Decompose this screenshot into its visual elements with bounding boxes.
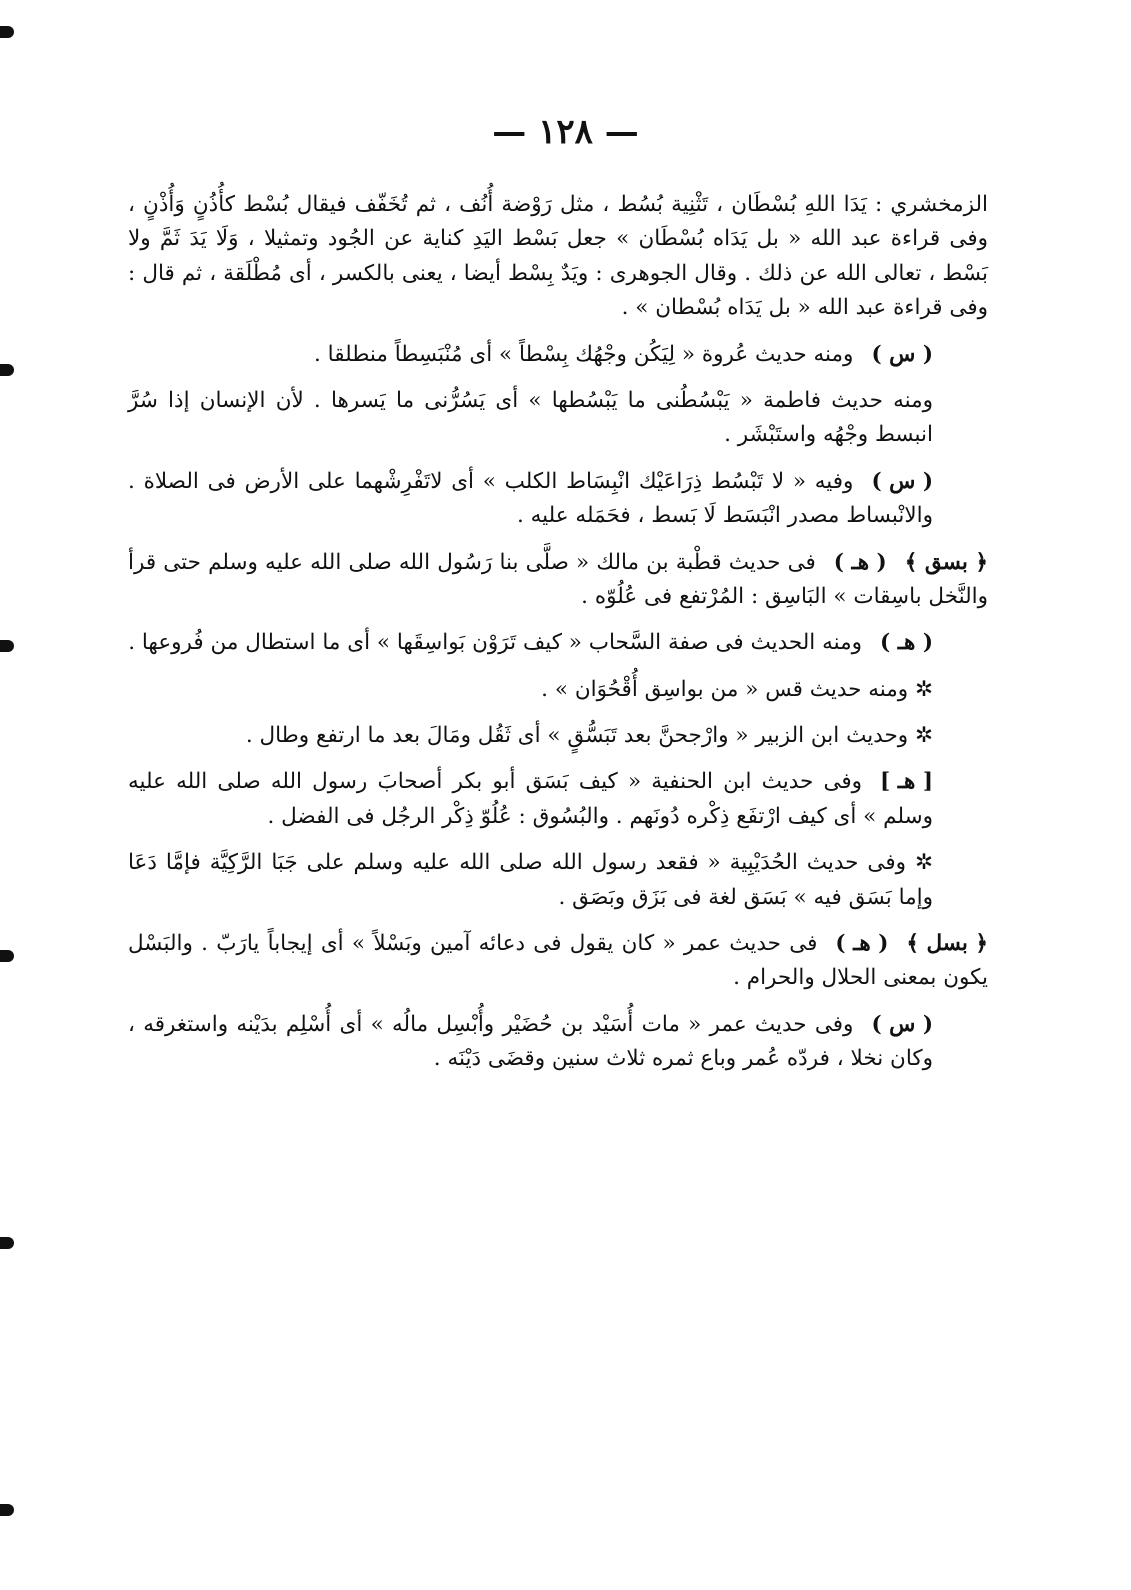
edge-mark [0, 640, 14, 652]
source-marker: [ هـ ] [880, 769, 933, 795]
source-marker: ( س ) [871, 1011, 933, 1037]
paragraph-entry-basaqa: ﴿ بسق ﴾( هـ )فى حديث قطْبة بن مالك « صلَّى بنا رَسُول الله صلى الله عليه وسلم حتى قرأ والنَّخل باسِقات » البَاسِق : المُرْتفع فى عُلُوّه . [128, 546, 988, 615]
paragraph-hadith: ✲ ومنه حديث قس « من بواسِق أُقْحُوَان » . [541, 676, 933, 702]
page-number: — ١٢٨ — [492, 112, 639, 152]
edge-mark [0, 364, 14, 376]
edge-mark [0, 1504, 14, 1516]
paragraph-hadith: ( هـ )ومنه الحديث فى صفة السَّحاب « كيف تَرَوْن بَواسِقَها » أى ما استطال من فُروعها . [128, 626, 988, 660]
main-text [128, 188, 988, 1089]
source-marker: ( هـ ) [835, 931, 889, 957]
paragraph-zamakhshari: الزمخشري : يَدَا اللهِ بُسْطَان ، تَثْنِية بُسُط ، مثل رَوْضة أُنُف ، ثم تُخَفّف فيقال بُسْط كأُذُنٍ وَأُذْنٍ ، وفى قراءة عبد الله « بل يَدَاه بُسْطَان » جعل بَسْط اليَدِ كناية عن الجُود وتمثيلا ، وَلَا يَدَ ثَمَّ ولا بَسْط ، تعالى الله عن ذلك . وقال الجوهرى : ويَدٌ بِسْط أيضا ، يعنى بالكسر ، أى مُطْلَقة ، ثم قال : وفى قراءة عبد الله « بل يَدَاه بُسْطان » . [128, 192, 988, 321]
paragraph-hadith: ✲ وحديث ابن الزبير « وارْجحنَّ بعد تَبَسُّقٍ » أى ثَقُل ومَالَ بعد ما ارتفع وطال . [245, 723, 933, 749]
paragraph-hadith: ( س )ومنه حديث عُروة « لِيَكُن وجْهُك بِسْطاً » أى مُنْبَسِطاً منطلقا . [128, 338, 988, 372]
paragraph-hadith: ( س )وفى حديث عمر « مات أُسَيْد بن حُضَيْر وأُبْسِل مالُه » أى أُسْلِم بدَيْنه واستغرقه ، وكان نخلا ، فردّه عُمر وباع ثمره ثلاث سنين وقضَى دَيْنَه . [128, 1008, 988, 1077]
source-marker: ( هـ ) [833, 549, 887, 575]
paragraph-entry-basala: ﴿ بسل ﴾( هـ )فى حديث عمر « كان يقول فى دعائه آمين وبَسْلاً » أى إيجاباً يارَبّ . والبَسْل يكون بمعنى الحلال والحرام . [128, 927, 988, 996]
paragraph-hadith: ( س )وفيه « لا تَبْسُط ذِرَاعَيْك انْبِسَاط الكلب » أى لاتَفْرِشْهما على الأرض فى الصلاة . والانْبساط مصدر انْبَسَط لَا بَسط ، فحَمَله عليه . [128, 465, 988, 534]
paragraph-hadith: ✲ وفى حديث الحُدَيْبِية « فقعد رسول الله صلى الله عليه وسلم على جَبَا الرَّكِيَّة فإمَّا دَعَا وإما بَسَق فيه » بَسَق لغة فى بَزَق وبَصَق . [128, 850, 933, 910]
paragraph-hadith: ومنه حديث فاطمة « يَبْسُطُنى ما يَبْسُطها » أى يَسُرُّنى ما يَسرها . لأن الإنسان إذا سُرَّ انبسط وجْهُه واستَبْشَر . [128, 387, 933, 448]
source-marker: ( س ) [871, 468, 933, 494]
source-marker: ( هـ ) [880, 630, 933, 656]
entry-heading: ﴿ بسق ﴾ [904, 549, 988, 575]
source-marker: ( س ) [871, 341, 933, 367]
entry-heading: ﴿ بسل ﴾ [906, 931, 988, 957]
paragraph-hadith: [ هـ ]وفى حديث ابن الحنفية « كيف بَسَق أبو بكر أصحابَ رسول الله صلى الله عليه وسلم » أى كيف ارْتفَع ذِكْره دُونَهم . والبُسُوق : عُلُوّ ذِكْر الرجُل فى الفضل . [128, 765, 988, 834]
edge-mark [0, 950, 14, 962]
edge-mark [0, 26, 14, 38]
edge-mark [0, 1237, 14, 1249]
